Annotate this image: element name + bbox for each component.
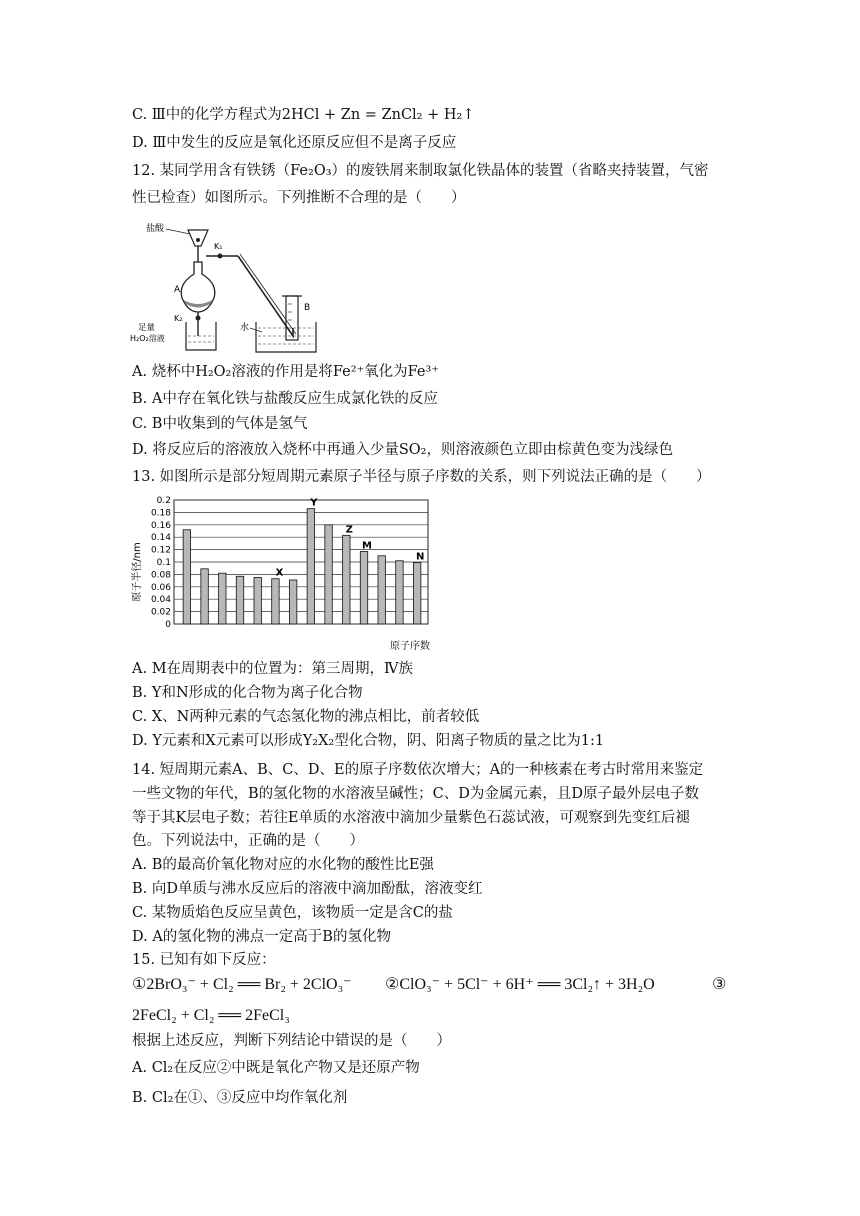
chart-bar: [183, 530, 190, 624]
q14-option-c: C. 某物质焰色反应呈黄色，该物质一定是含C的盐: [132, 905, 453, 921]
label-h2o2-solution: H₂O₂溶液: [130, 334, 165, 343]
chart-bar: [254, 578, 261, 625]
q13-stem: 13. 如图所示是部分短周期元素原子半径与原子序数的关系，则下列说法正确的是（ ）: [132, 469, 711, 485]
q12-stem-line1: 12. 某同学用含有铁锈（Fe₂O₃）的废铁屑来制取氯化铁晶体的装置（省略夹持装置，气密: [132, 163, 709, 179]
valve-k1: [218, 254, 223, 259]
chart-bar: [307, 509, 314, 624]
chart-y-tick-label: 0: [165, 620, 171, 630]
q14-option-b: B. 向D单质与沸水反应后的溶液中滴加酚酞，溶液变红: [132, 881, 483, 897]
q14-stem-line3: 等于其K层电子数；若往E单质的水溶液中滴加少量紫色石蕊试液，可观察到先变红后褪: [132, 810, 690, 826]
atomic-radius-chart: [128, 492, 440, 654]
chart-bar: [289, 580, 296, 624]
q12-option-d: D. 将反应后的溶液放入烧杯中再通入少量SO₂，则溶液颜色立即由棕黄色变为浅绿色: [132, 442, 673, 458]
chart-y-tick-label: 0.12: [150, 545, 171, 556]
q13-option-a: A. M在周期表中的位置为：第三周期，Ⅳ族: [132, 661, 414, 677]
chart-bar: [343, 535, 350, 624]
chart-point-label-y: Y: [310, 497, 318, 509]
q15-option-b: B. Cl₂在①、③反应中均作氧化剂: [132, 1090, 348, 1106]
chart-y-tick-label: 0.02: [150, 607, 171, 618]
label-h2o2-amount: 足量: [138, 323, 156, 333]
q14-stem-line2: 一些文物的年代，B的氢化物的水溶液呈碱性；C、D为金属元素，且D原子最外层电子数: [132, 786, 699, 802]
chart-y-tick-label: 0.1: [156, 558, 171, 568]
chart-y-tick-label: 0.04: [150, 595, 171, 606]
q14-option-d: D. A的氢化物的沸点一定高于B的氢化物: [132, 929, 391, 945]
q12-option-b: B. A中存在氧化铁与盐酸反应生成氯化铁的反应: [132, 391, 438, 407]
q15-equation-2: ②ClO₃⁻ + 5Cl⁻ + 6H⁺ ══ 3Cl₂↑ + 3H₂O: [385, 976, 655, 993]
q11-option-c: C. Ⅲ中的化学方程式为2HCl + Zn = ZnCl₂ + H₂↑: [132, 107, 475, 123]
label-water: 水: [240, 323, 250, 333]
chart-y-tick-label: 0.18: [150, 508, 171, 519]
chart-grid: [174, 497, 428, 624]
q12-option-c: C. B中收集到的气体是氢气: [132, 416, 308, 432]
chart-y-tick-label: 0.08: [150, 570, 171, 581]
chart-point-label-m: M: [362, 540, 372, 552]
label-b: B: [304, 303, 311, 313]
chart-y-axis-label: 原子半径/nm: [132, 542, 143, 602]
chart-bar: [272, 579, 279, 624]
chart-bar: [219, 573, 226, 624]
chart-y-tick-label: 0.16: [150, 520, 171, 531]
chart-bar: [378, 556, 385, 624]
q14-stem-line4: 色。下列说法中，正确的是（ ）: [132, 833, 364, 849]
q14-option-a: A. B的最高价氧化物对应的水化物的酸性比E强: [132, 857, 434, 873]
q11-option-d: D. Ⅲ中发生的反应是氧化还原反应但不是离子反应: [132, 135, 457, 151]
label-k1: K₁: [214, 242, 223, 251]
chart-y-tick-label: 0.2: [156, 496, 171, 506]
q15-equation-3: 2FeCl₂ + Cl₂ ══ 2FeCl₃: [132, 1007, 290, 1024]
chart-y-tick-label: 0.06: [150, 582, 171, 593]
q12-stem-line2: 性已检查）如图所示。下列推断不合理的是（ ）: [132, 190, 466, 206]
chart-point-label-n: N: [415, 551, 425, 563]
apparatus-diagram: [128, 218, 320, 358]
label-k2: K₂: [174, 314, 183, 323]
chart-bar: [396, 561, 403, 624]
q12-option-a: A. 烧杯中H₂O₂溶液的作用是将Fe²⁺氧化为Fe³⁺: [132, 364, 439, 380]
q14-stem-line1: 14. 短周期元素A、B、C、D、E的原子序数依次增大；A的一种核素在考古时常用来鉴定: [132, 762, 704, 778]
q15-equation-3-marker: ③: [712, 976, 727, 993]
chart-y-ticks: [151, 496, 171, 630]
chart-x-axis-label: 原子序数: [390, 641, 430, 652]
chart-y-tick-label: 0.14: [150, 533, 171, 544]
q13-option-c: C. X、N两种元素的气态氢化物的沸点相比，前者较低: [132, 709, 480, 725]
chart-point-label-x: X: [275, 567, 284, 579]
chart-point-label-z: Z: [345, 524, 353, 536]
label-a: A: [174, 285, 181, 295]
chart-bar: [201, 569, 208, 624]
label-hcl: 盐酸: [146, 224, 165, 234]
chart-bars: [183, 509, 421, 624]
chart-bar: [360, 551, 367, 624]
chart-bar: [325, 525, 332, 624]
q15-stem: 15. 已知有如下反应：: [132, 952, 276, 968]
valve-k2: [196, 316, 201, 321]
chart-bar: [236, 576, 243, 624]
q15-judge: 根据上述反应，判断下列结论中错误的是（ ）: [132, 1033, 451, 1049]
q15-option-a: A. Cl₂在反应②中既是氧化产物又是还原产物: [132, 1060, 420, 1076]
q15-equation-1: ①2BrO₃⁻ + Cl₂ ══ Br₂ + 2ClO₃⁻: [132, 976, 352, 993]
q13-option-d: D. Y元素和X元素可以形成Y₂X₂型化合物，阴、阳离子物质的量之比为1:1: [132, 733, 605, 749]
chart-bar: [413, 563, 420, 624]
q13-option-b: B. Y和N形成的化合物为离子化合物: [132, 685, 363, 701]
